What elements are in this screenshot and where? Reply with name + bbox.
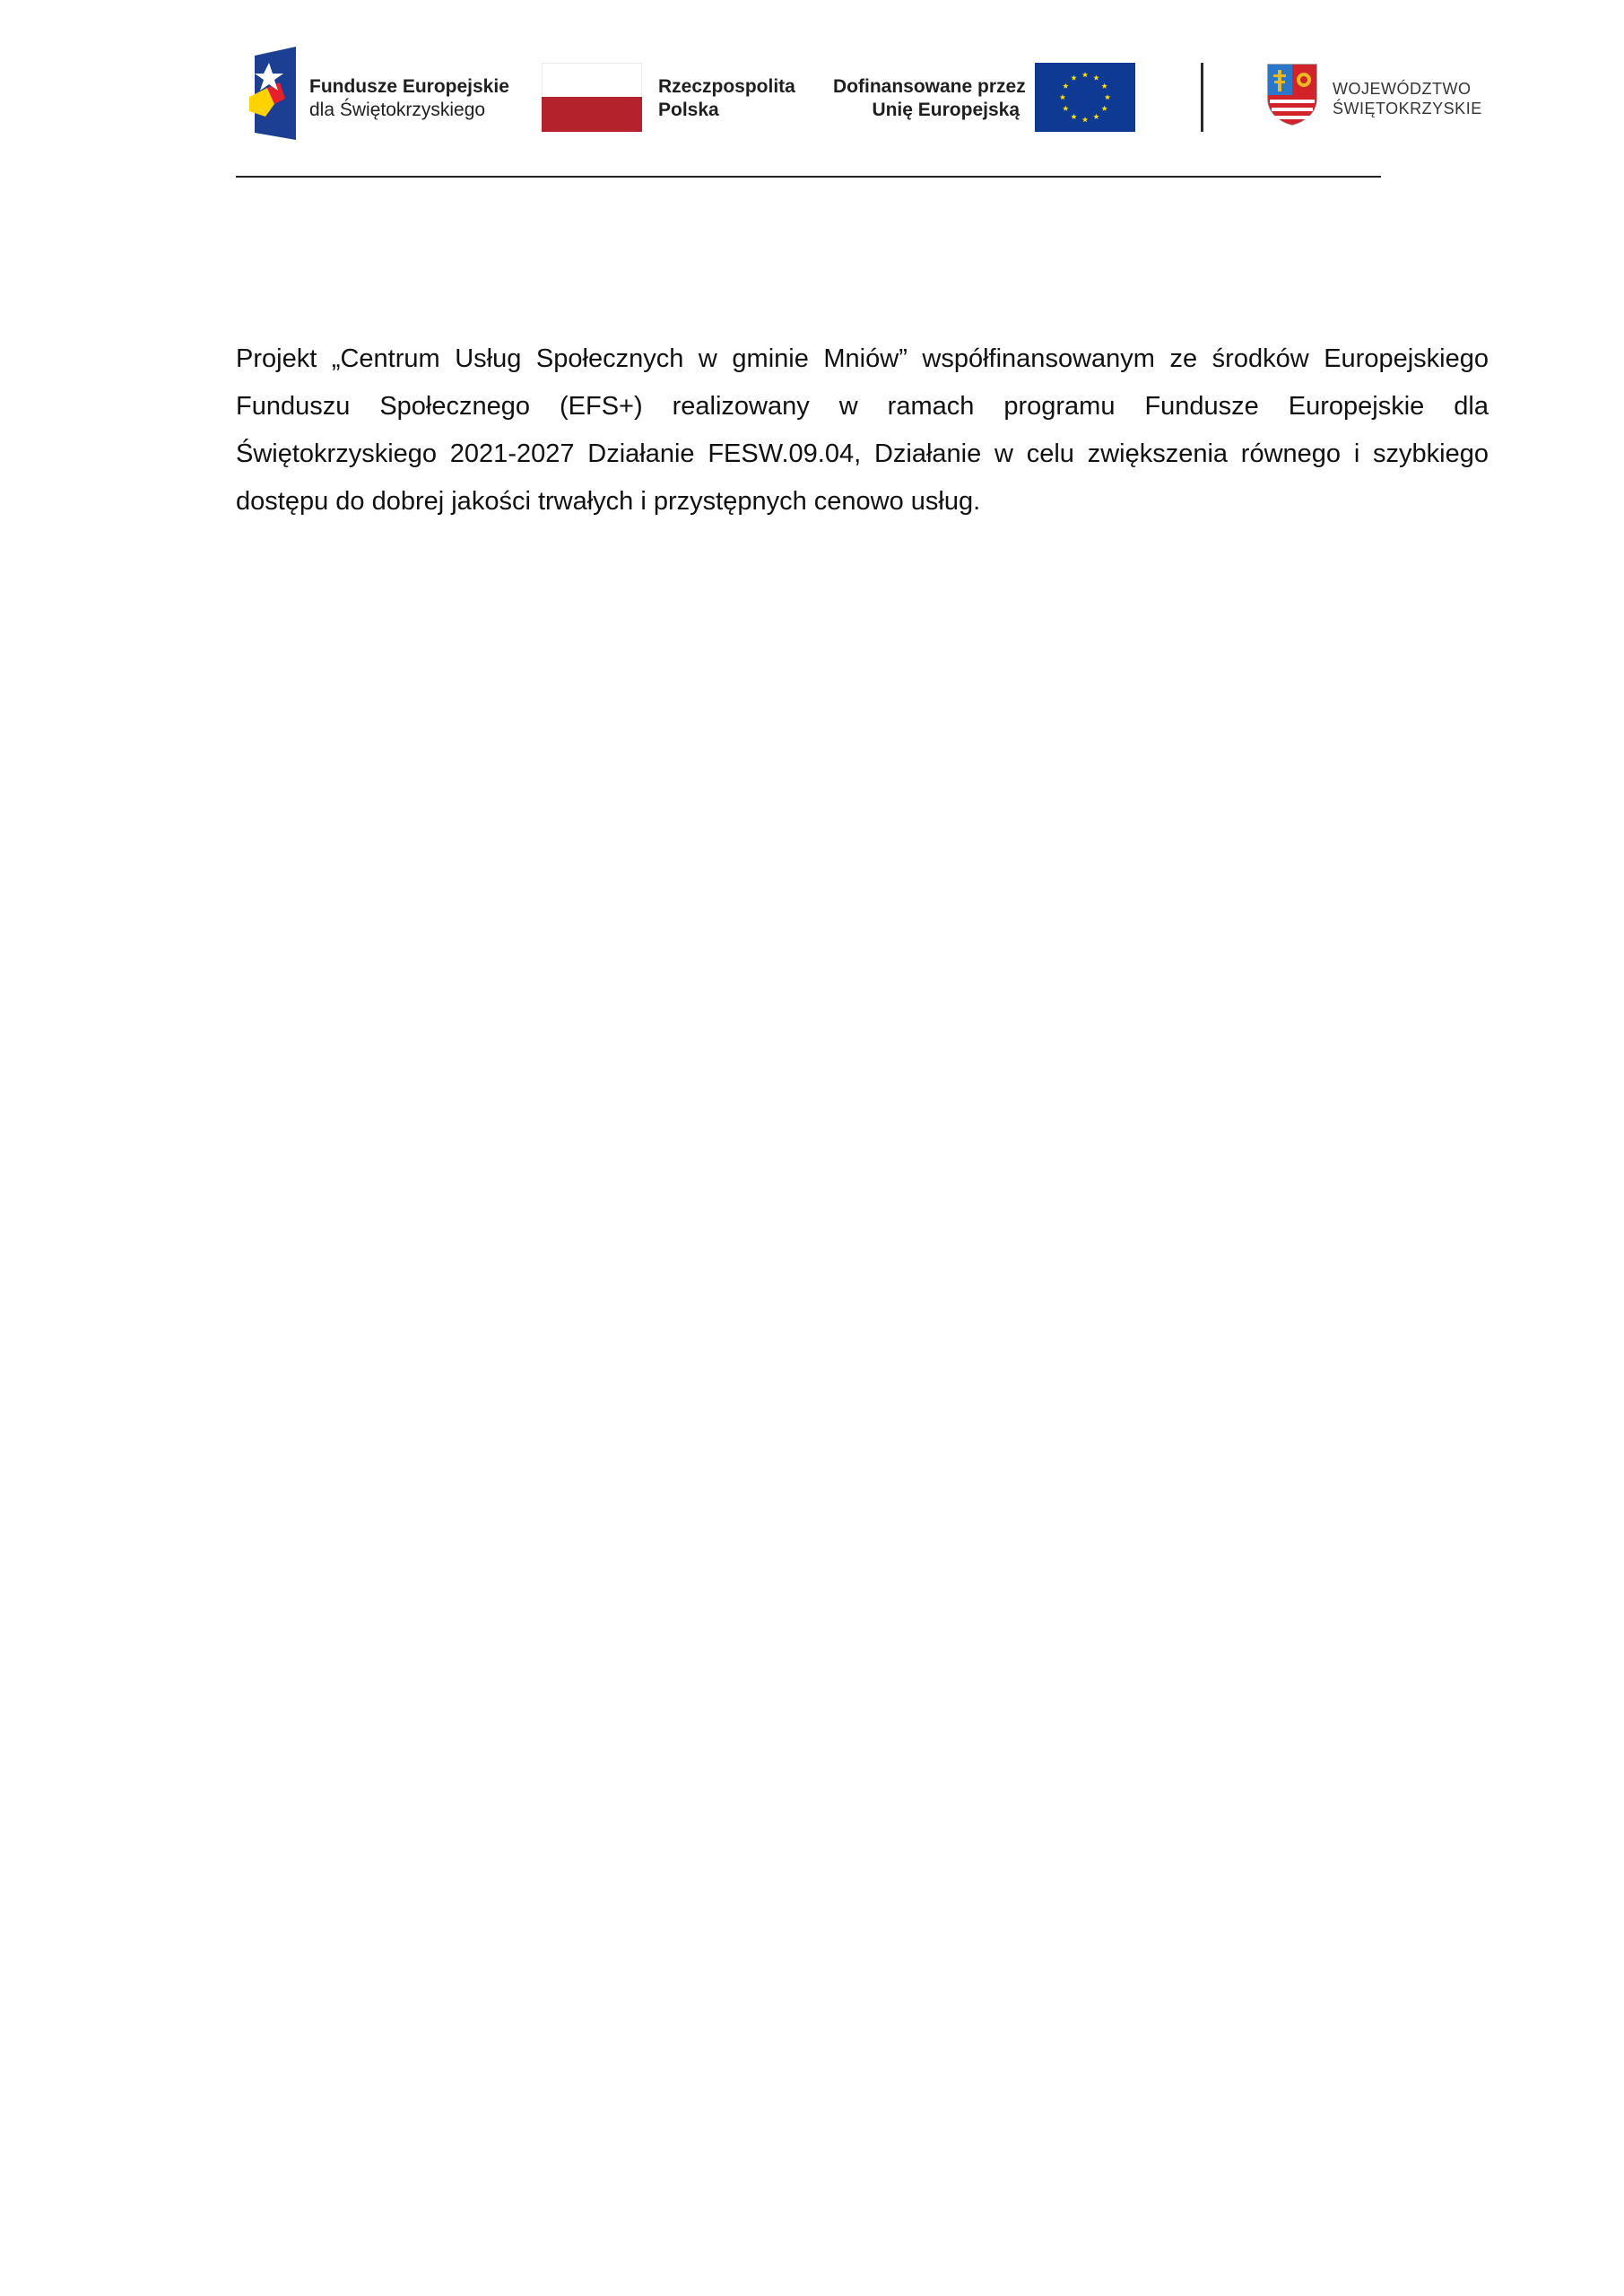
voivodeship-logo-line2: ŚWIĘTOKRZYSKIE	[1333, 100, 1482, 117]
fe-logo-line2: dla Świętokrzyskiego	[309, 100, 486, 120]
coat-of-arms-icon	[1266, 63, 1318, 126]
logo-bar	[0, 0, 1624, 179]
fe-logo-text	[309, 75, 509, 122]
pl-logo-line1: Rzeczpospolita	[658, 76, 795, 97]
eu-logo-line2: Unię Europejską	[872, 100, 1020, 120]
voivodeship-logo	[1266, 63, 1318, 126]
pl-logo-line2: Polska	[658, 100, 719, 120]
eu-flag-logo	[1035, 63, 1135, 132]
pl-flag-logo	[542, 63, 642, 132]
project-paragraph: Projekt „Centrum Usług Społecznych w gminie Mniów” współfinansowanym ze środków Europejskiego Funduszu Społecznego (EFS+) realizowany w ramach programu Fundusze Europejskie dla Świętokrzyskiego 2021-2027 Działanie FESW.09.04, Działanie w celu zwiększenia równego i szybkiego dostępu do dobrej jakości trwałych i przystępnych cenowo usług.	[236, 344, 1489, 516]
pl-logo-text	[658, 75, 795, 122]
fe-emblem-icon	[249, 47, 298, 140]
eu-logo-text	[833, 75, 1026, 122]
fe-logo	[249, 47, 298, 140]
logo-separator	[1201, 63, 1203, 132]
voivodeship-logo-line1: WOJEWÓDZTWO	[1333, 80, 1472, 98]
eu-flag-icon	[1035, 63, 1135, 132]
header-rule	[236, 176, 1381, 178]
voivodeship-logo-text	[1333, 79, 1482, 118]
polish-flag-icon	[542, 63, 642, 132]
fe-logo-line1: Fundusze Europejskie	[309, 76, 509, 97]
eu-logo-line1: Dofinansowane przez	[833, 76, 1026, 97]
